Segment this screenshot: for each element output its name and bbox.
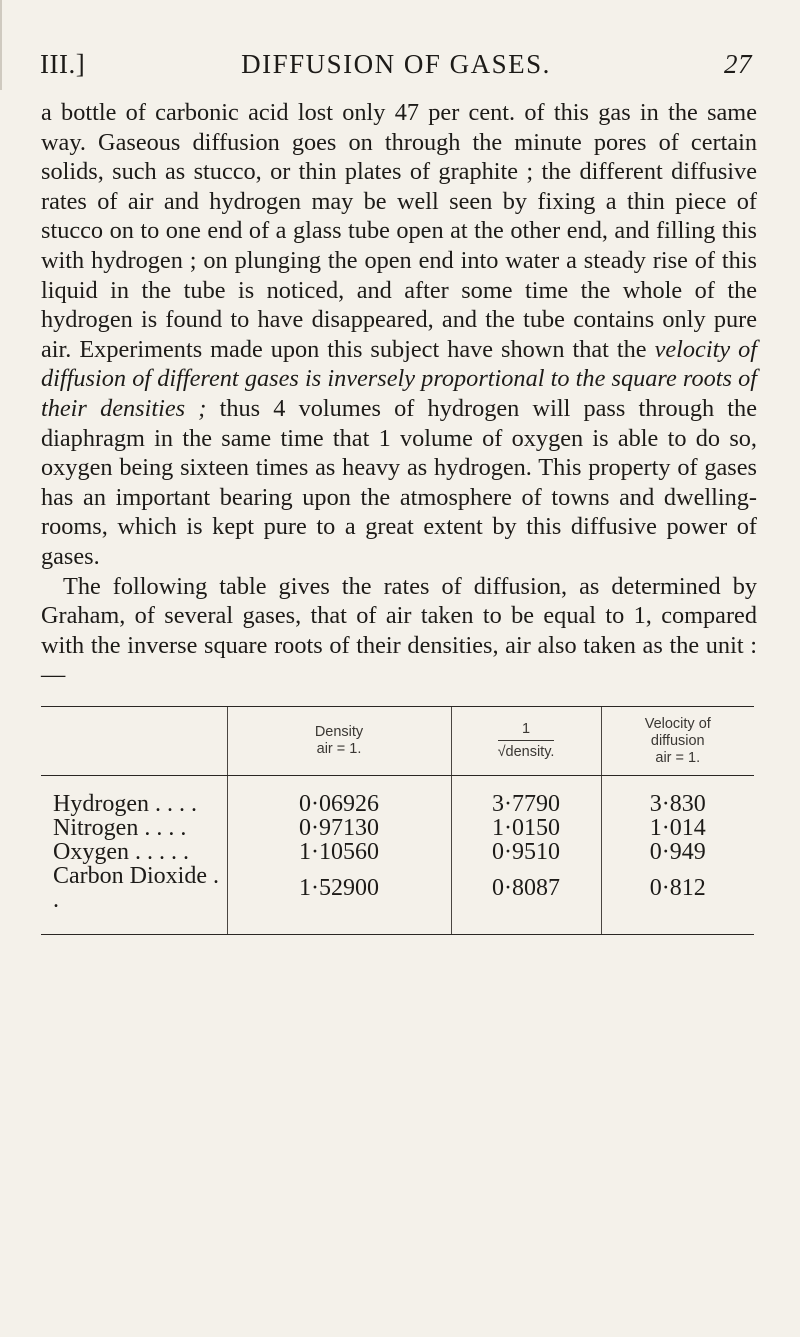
header-velocity-line1: Velocity of (644, 715, 711, 732)
paragraph-diffusion (41, 98, 757, 572)
header-density-line2: air = 1. (316, 741, 362, 757)
inverse-sqrt-fraction (498, 721, 555, 761)
inverse-sqrt-value: 1·0150 (451, 816, 601, 840)
paragraph-text: a bottle of carbonic acid lost only 47 per cent. of this gas in the same way. Gaseous diffusion goes on through the minute pores of certain solids, such as stucco, or thin plates of graphite ; the different diffusive rates of air and hydrogen may be well seen by fixing a thin piece of stucco on to one end of a glass tube open at the other end, and filling this with hydrogen ; on plunging the open end into water a steady rise of this liquid in the tube is noticed, and after some time the whole of the hydrogen is found to have disappeared, and the tube contains only pure air. Experiments made upon this subject have shown that the (41, 99, 757, 363)
density-value: 0·06926 (227, 776, 451, 817)
running-head (40, 49, 752, 85)
header-velocity-line3: air = 1. (655, 749, 701, 766)
velocity-value: 1·014 (601, 816, 754, 840)
header-gas (41, 707, 227, 776)
velocity-value: 3·830 (601, 776, 754, 817)
velocity-value: 0·812 (601, 864, 754, 935)
header-inverse-sqrt (451, 707, 601, 776)
body-text (41, 98, 757, 690)
inverse-sqrt-value: 3·7790 (451, 776, 601, 817)
page-title: DIFFUSION OF GASES. (241, 49, 551, 79)
header-density (227, 707, 451, 776)
gas-name: Oxygen . . . . . (53, 839, 189, 865)
density-value: 1·52900 (227, 864, 451, 935)
paragraph-text: thus 4 volumes of hydrogen will pass through the diaphragm in the same time that 1 volume of oxygen is able to do so, oxygen being sixteen times as heavy as hydrogen. This property of gases has an important bearing upon the atmosphere of towns and dwelling-rooms, which is kept pure to a great extent by this diffusive power of gases. (41, 394, 757, 570)
page-edge (0, 0, 2, 90)
gas-name: Carbon Dioxide . . (41, 864, 227, 935)
table-row (41, 816, 754, 840)
table-header-row (41, 707, 754, 776)
law-statement: velocity of diffusion of different gases is inversely proportional to the square roots of their densities ; (41, 335, 757, 422)
data-table (41, 706, 754, 935)
gas-name: Hydrogen . . . . (53, 791, 197, 817)
diffusion-table (41, 706, 754, 935)
paragraph-table-intro: The following table gives the rates of diffusion, as determined by Graham, of several gases, that of air taken to be equal to 1, compared with the inverse square roots of their densities, air also taken as the unit :— (41, 572, 757, 689)
page-number: 27 (724, 49, 752, 79)
header-velocity (601, 707, 754, 776)
density-value: 0·97130 (227, 816, 451, 840)
fraction-numerator: 1 (521, 721, 531, 737)
header-velocity-line2: diffusion (650, 732, 705, 749)
inverse-sqrt-value: 0·8087 (451, 864, 601, 935)
density-value: 1·10560 (227, 840, 451, 864)
chapter-label: III.] (40, 49, 86, 79)
fraction-denominator: √density. (498, 740, 555, 761)
gas-name: Nitrogen . . . . (53, 815, 187, 841)
velocity-value: 0·949 (601, 840, 754, 864)
table-row (41, 864, 754, 935)
header-density-line1: Density (314, 724, 364, 740)
table-row (41, 776, 754, 817)
table-row (41, 840, 754, 864)
inverse-sqrt-value: 0·9510 (451, 840, 601, 864)
